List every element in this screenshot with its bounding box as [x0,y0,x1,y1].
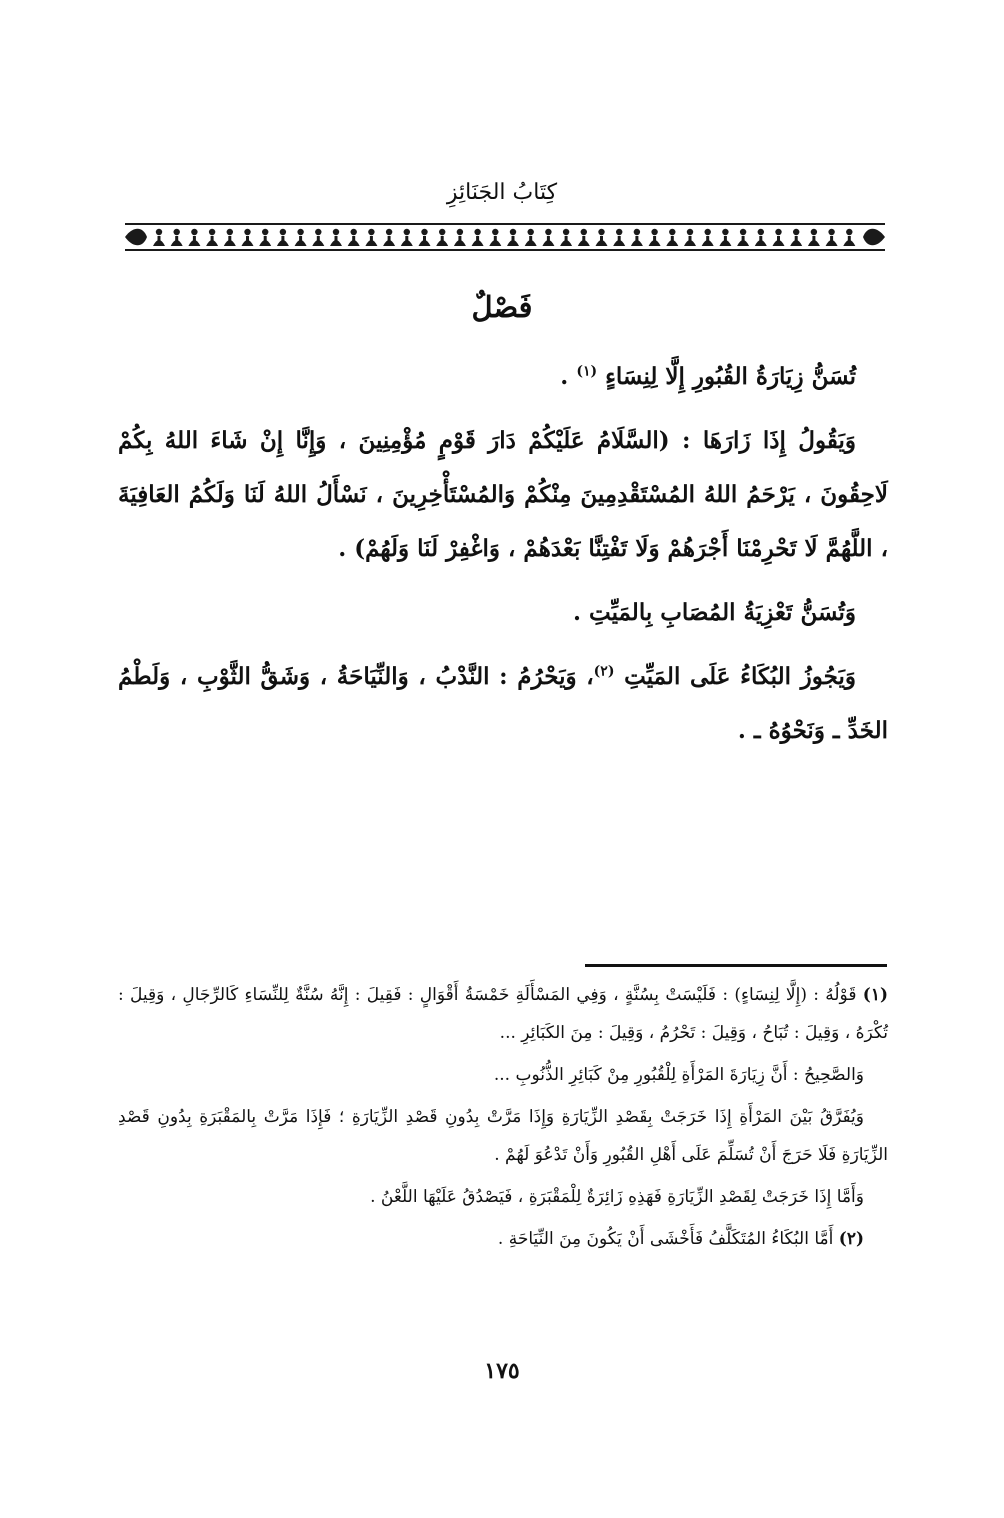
paragraph [118,586,888,640]
footnote-number: (١) [862,985,888,1005]
paragraph-text: وَتُسَنُّ تَعْزِيَةُ المُصَابِ بِالمَيِّتِ . [572,599,856,626]
page-number: ١٧٥ [484,1358,520,1384]
footnote-text: وَيُفَرَّقُ بَيْنَ المَرْأَةِ إِذَا خَرَجَتْ بِقَصْدِ الزِّيَارَةِ وَإِذَا مَرَّتْ بِدُونِ قَصْدِ الزِّيَارَةِ ؛ فَإِذَا مَرَّتْ بِالمَقْبَرَةِ بِدُونِ قَصْدِ الزِّيَارَةِ فَلَا حَرَجَ أَنْ تُسَلِّمَ عَلَى أَهْلِ القُبُورِ وَأَنْ تَدْعُوَ لَهُمْ . [118,1107,888,1165]
footnote-continuation [118,1178,888,1216]
paragraph-tail: . [560,363,577,390]
decorative-flourish-icon [125,222,885,252]
paragraph [118,414,888,576]
main-text [118,350,888,768]
footnote-number: (٢) [838,1229,864,1249]
running-head: كِتَابُ الجَنَائِزِ [446,180,558,205]
footnote-text: أَمَّا البُكَاءُ المُتَكَلَّفُ فَأَخْشَى أَنْ يَكُونَ مِنَ النِّيَاحَةِ . [497,1229,834,1249]
footnote-text: وَأَمَّا إِذَا خَرَجَتْ لِقَصْدِ الزِّيَارَةِ فَهَذِهِ زَائِرَةٌ لِلْمَقْبَرَةِ ، فَيَصْدُقُ عَلَيْهَا اللَّعْنُ . [370,1187,864,1207]
footnote-text: قَوْلُهُ : (إِلَّا لِنِسَاءٍ) : فَلَيْسَتْ بِسُنَّةٍ ، وَفِي المَسْأَلَةِ خَمْسَةُ أَقْوَالٍ : فَقِيلَ : إِنَّهُ سُنَّةٌ لِلنِّسَاءِ كَالرِّجَالِ ، وَقِيلَ : تُكْرَهُ ، وَقِيلَ : تُبَاحُ ، وَقِيلَ : تَحْرُمُ ، وَقِيلَ : مِنَ الكَبَائِرِ ... [118,985,888,1043]
footnote-continuation [118,1056,888,1094]
footnote [118,976,888,1052]
section-title: فَصْلٌ [471,290,533,324]
footnote-ref: (٢) [593,663,615,680]
paragraph-head: وَيَجُوزُ البُكَاءُ عَلَى المَيِّتِ [624,663,856,690]
paragraph-text: تُسَنُّ زِيَارَةُ القُبُورِ إِلَّا لِنِسَاءٍ [605,363,856,390]
footnotes [118,976,888,1262]
footnote [118,1220,888,1258]
paragraph [118,350,888,404]
footnote-ref: (١) [576,363,598,380]
footnote-text: وَالصَّحِيحُ : أَنَّ زِيَارَةَ المَرْأَةِ لِلْقُبُورِ مِنْ كَبَائِرِ الذُّنُوبِ ... [493,1065,864,1085]
footnote-continuation [118,1098,888,1174]
footnote-divider [585,964,887,967]
paragraph-text: وَيَقُولُ إِذَا زَارَهَا : (السَّلَامُ عَلَيْكُمْ دَارَ قَوْمٍ مُؤْمِنِينَ ، وَإِنَّا إِنْ شَاءَ اللهُ بِكُمْ لَاحِقُونَ ، يَرْحَمُ اللهُ المُسْتَقْدِمِينَ مِنْكُمْ وَالمُسْتَأْخِرِينَ ، نَسْأَلُ اللهُ لَنَا وَلَكُمُ العَافِيَةَ ، اللَّهُمَّ لَا تَحْرِمْنَا أَجْرَهُمْ وَلَا تَفْتِنَّا بَعْدَهُمْ ، وَاغْفِرْ لَنَا وَلَهُمْ) . [118,427,888,562]
ornament-divider [125,222,885,252]
paragraph-text: ، وَيَحْرُمُ : النَّدْبُ ، وَالنِّيَاحَةُ ، وَشَقُّ الثَّوْبِ ، وَلَطْمُ الخَدِّ ـ وَنَحْوُهُ ـ . [118,663,888,744]
paragraph [118,650,888,758]
